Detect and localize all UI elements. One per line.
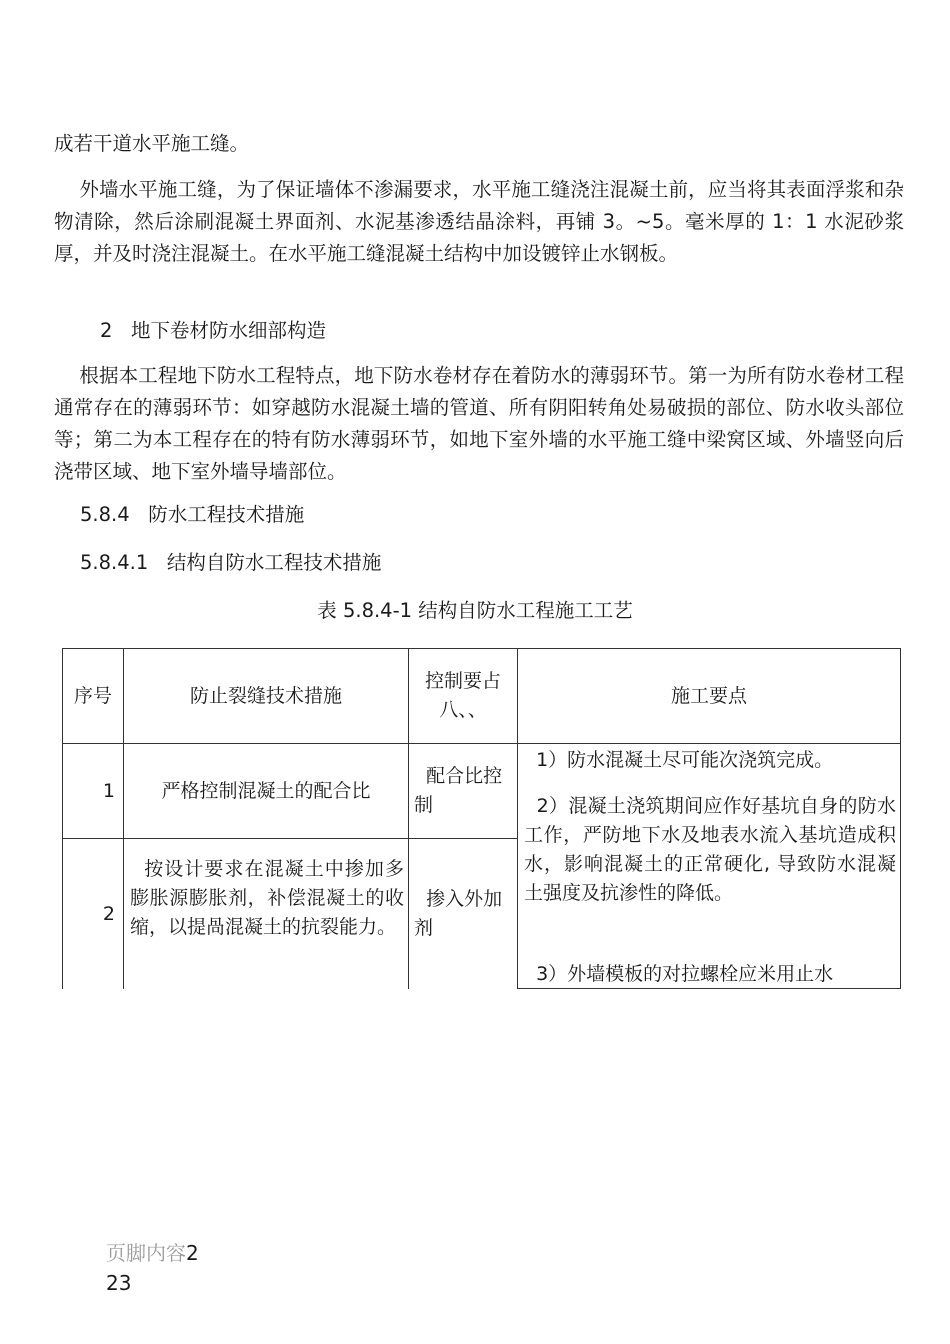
table-header-seq: 序号 — [73, 685, 112, 707]
table-points-item-1: 1）防水混凝土尽可能次浇筑完成。 — [524, 749, 834, 771]
table-row1-seq: 1 — [102, 780, 115, 802]
paragraph-weak-points: 根据本工程地下防水工程特点，地下防水卷材存在着防水的薄弱环节。第一为所有防水卷材工程通常存在的薄弱环节：如穿越防水混凝土墙的管道、所有阴阳转角处易破损的部位、防水收头部位等；第二为本工程存在的特有防水薄弱环节，如地下室外墙的水平施工缝中梁窝区域、外墙竖向后浇带区域、地下室外墙导墙部位。 — [54, 364, 904, 483]
table-border-right — [900, 648, 901, 989]
table-points-item-3: 3）外墙模板的对拉螺栓应米用止水 — [524, 963, 834, 985]
table-row2-control: 掺入外加剂 — [414, 888, 503, 939]
section-heading-5-8-4: 5.8.4 防水工程技术措施 — [80, 503, 305, 526]
table-row2-measure: 按设计要求在混凝土中掺加多膨胀源膨胀剂，补偿混凝土的收缩，以提咼混凝土的抗裂能力。 — [130, 858, 404, 938]
table-header-points: 施工要点 — [670, 685, 747, 707]
table-header-measure: 防止裂缝技术措施 — [189, 685, 342, 707]
table-points-item-2: 2）混凝土浇筑期间应作好基坑自身的防水工作，严防地下水及地表水流入基坑造成积水，影响混凝土的正常硬化, 导致防水混凝土强度及抗渗性的降低。 — [524, 795, 896, 904]
section-heading-2: 2 地下卷材防水细部构造 — [100, 319, 327, 342]
paragraph-construction-joint: 外墙水平施工缝，为了保证墙体不渗漏要求，水平施工缝浇注混凝土前，应当将其表面浮浆和杂物清除，然后涂刷混凝土界面剂、水泥基渗透结晶涂料，再铺 3。~5。毫米厚的 1：1 水泥砂浆厚，并及时浇注混凝土。在水平施工缝混凝土结构中加设镀锌止水钢板。 — [54, 178, 904, 265]
page-footer — [106, 1238, 199, 1298]
footer-page-part-a: 2 — [186, 1241, 199, 1265]
paragraph-continuation: 成若干道水平施工缝。 — [54, 132, 250, 155]
footer-label: 页脚内容 — [106, 1241, 186, 1265]
footer-page-part-b: 23 — [106, 1271, 132, 1295]
table-row2-seq: 2 — [102, 903, 115, 925]
section-heading-5-8-4-1: 5.8.4.1 结构自防水工程技术措施 — [80, 551, 382, 574]
table-border-top — [62, 648, 901, 649]
table-col-divider-2 — [408, 648, 409, 989]
table-row1-measure: 严格控制混凝土的配合比 — [161, 780, 371, 802]
table-row1-control: 配合比控制 — [414, 765, 503, 816]
table-caption: 表 5.8.4-1 结构自防水工程施工工艺 — [317, 599, 633, 622]
table-header-bottom — [62, 743, 901, 744]
table-header-control: 控制要占八、、 — [424, 670, 501, 721]
table-row1-bottom — [62, 838, 517, 839]
